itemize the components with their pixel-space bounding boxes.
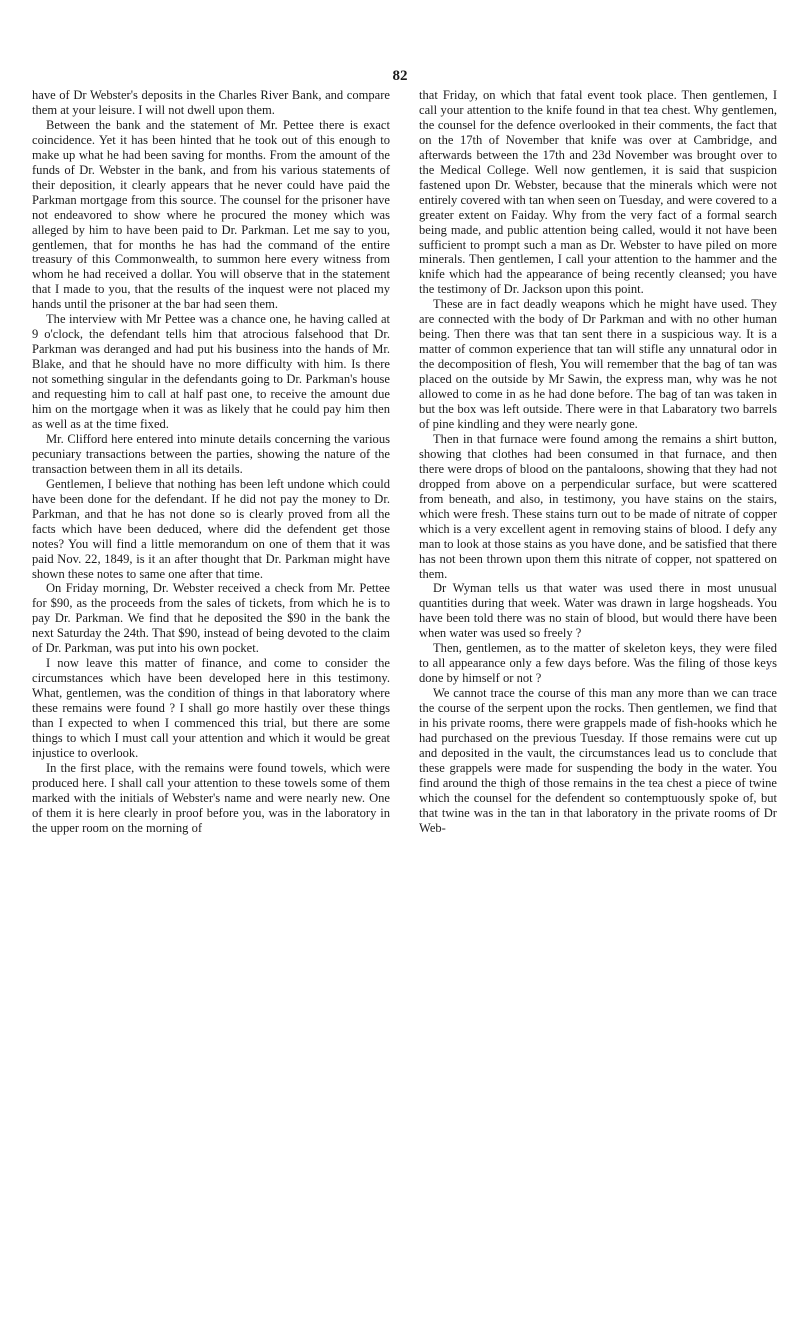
paragraph: In the first place, with the remains were found towels, which were produced here. I shall call your attention to these towels some of them marked with the initials of Webster's name and were nearly new. One of them it is here clearly in proof before you, was in the laboratory in the upper room on the morning of: [32, 760, 390, 835]
paragraph: These are in fact deadly weapons which he might have used. They are connected with the body of Dr Parkman and with no other human being. Then there was that tan sent there in a suspicious way. It is a matter of common experience that tan will stifle any unnatural odor in the decomposition of flesh, You will remember that the bag of tan was placed on the outside by Mr Sawin, the express man, why was he not allowed to come in as he had done before. The bag of tan was taken in but the box was left outside. There were in that Labaratory two barrels of pine kindling and they were nearly gone.: [419, 297, 777, 431]
paragraph: We cannot trace the course of this man any more than we can trace the course of the serpent upon the rocks. Then gentlemen, we find that in his private rooms, there were grappels made of fish-hooks which he had purchased on the previous Tuesday. If those remains were cut up and deposited in the vault, the circumstances lead us to conclude that these grappels were made for suspending the body in the water. You find around the thigh of those remains in the tea chest a piece of twine which the counsel for the defendent so contemptuously spoke of, but that twine was in the tan in that laboratory in the private rooms of Dr Web-: [419, 686, 777, 835]
paragraph: Then, gentlemen, as to the matter of skeleton keys, they were filed to all appearance only a few days before. Was the filing of those keys done by himself or not ?: [419, 641, 777, 686]
paragraph: Gentlemen, I believe that nothing has been left undone which could have been done for the defendant. If he did not pay the money to Dr. Parkman, and that he has not done so is clearly proved from all the facts which have been deduced, where did the defendent get those notes? You will find a little memorandum on one of them that it was paid Nov. 22, 1849, is it an after thought that Dr. Parkman might have shown these notes to same one after that time.: [32, 476, 390, 581]
left-text-column: [32, 88, 390, 836]
page-number: 82: [392, 68, 408, 84]
paragraph: Mr. Clifford here entered into minute details concerning the various pecuniary transactions between the parties, showing the nature of the transaction between them in all its details.: [32, 431, 390, 476]
paragraph: I now leave this matter of finance, and come to consider the circumstances which have been developed here in this testimony. What, gentlemen, was the condition of things in that laboratory where these remains were found ? I shall go more hastily over these things than I expected to when I commenced this trial, but there are some things to which I must call your attention and which it would be great injustice to overlook.: [32, 656, 390, 760]
paragraph: Dr Wyman tells us that water was used there in most unusual quantities during that week. Water was drawn in large hogsheads. You have been told there was no stain of blood, but would there have been when water was used so freely ?: [419, 581, 777, 641]
paragraph: Then in that furnace were found among the remains a shirt button, showing that clothes had been consumed in that furnace, and then there were drops of blood on the pantaloons, showing that they had not dropped from above on a perpendicular surface, but were scattered from beneath, and also, in testimony, you have stains on the stairs, which were fresh. These stains turn out to be made of nitrate of copper which is a very excellent agent in removing stains of blood. I defy any man to look at those stains as you have done, and be satisfied that there has not been thrown upon them this nitrate of copper, not spattered on them.: [419, 431, 777, 581]
paragraph: On Friday morning, Dr. Webster received a check from Mr. Pettee for $90, as the proceeds from the sales of tickets, from which he is to pay Dr. Parkman. We find that he deposited the $90 in the bank the next Saturday the 24th. That $90, instead of being devoted to the claim of Dr. Parkman, was put into his own pocket.: [32, 581, 390, 656]
right-text-column: [419, 88, 777, 836]
paragraph: Between the bank and the statement of Mr. Pettee there is exact coincidence. Yet it has been hinted that he took out of this enough to make up what he had been saving for months. From the amount of the funds of Dr. Webster in the bank, and from his various statements of their deposition, it clearly appears that he never could have paid the Parkman mortgage from this source. The counsel for the prisoner have not endeavored to show where he procured the money which was alleged by him to have been paid to Dr. Parkman. Let me say to you, gentlemen, that for months he has had the command of the entire treasury of this Commonwealth, to summon here every witness from whom he had received a dollar. You will observe that in the statement that I made to you, that the results of the inquest were not placed my hands until the prisoner at the bar had seen them.: [32, 117, 390, 312]
paragraph: have of Dr Webster's deposits in the Charles River Bank, and compare them at your leisure. I will not dwell upon them.: [32, 88, 390, 117]
paragraph: that Friday, on which that fatal event took place. Then gentlemen, I call your attention to the knife found in that tea chest. Why gentlemen, the counsel for the defence overlooked in their comments, the fact that on the 17th of November that knife was over at Cambridge, and afterwards between the 17th and 23d November was brought over to the Medical College. Well now gentlemen, it is said that suspicion fastened upon Dr. Webster, because that the minerals which were not entirely covered with tan when seen on Tuesday, and were covered to a greater extent on Faiday. Why from the very fact of a formal search being made, and public attention being called, would it not have been sufficient to prompt such a man as Dr. Webster to have piled on more minerals. Then gentlemen, I call your attention to the hammer and the knife which had the appearance of being recently cleansed; you have the testimony of Dr. Jackson upon this point.: [419, 88, 777, 297]
paragraph: The interview with Mr Pettee was a chance one, he having called at 9 o'clock, the defendant tells him that atrocious falsehood that Dr. Parkman was deranged and had put his business into the hands of Mr. Blake, and that he should have no more difficulty with him. Is there not something singular in the defendants going to Dr. Parkman's house and requesting him to call at half past one, to receive the amount due him on the mortgage when it was as likely that he could pay him then as well as at the time fixed.: [32, 312, 390, 431]
